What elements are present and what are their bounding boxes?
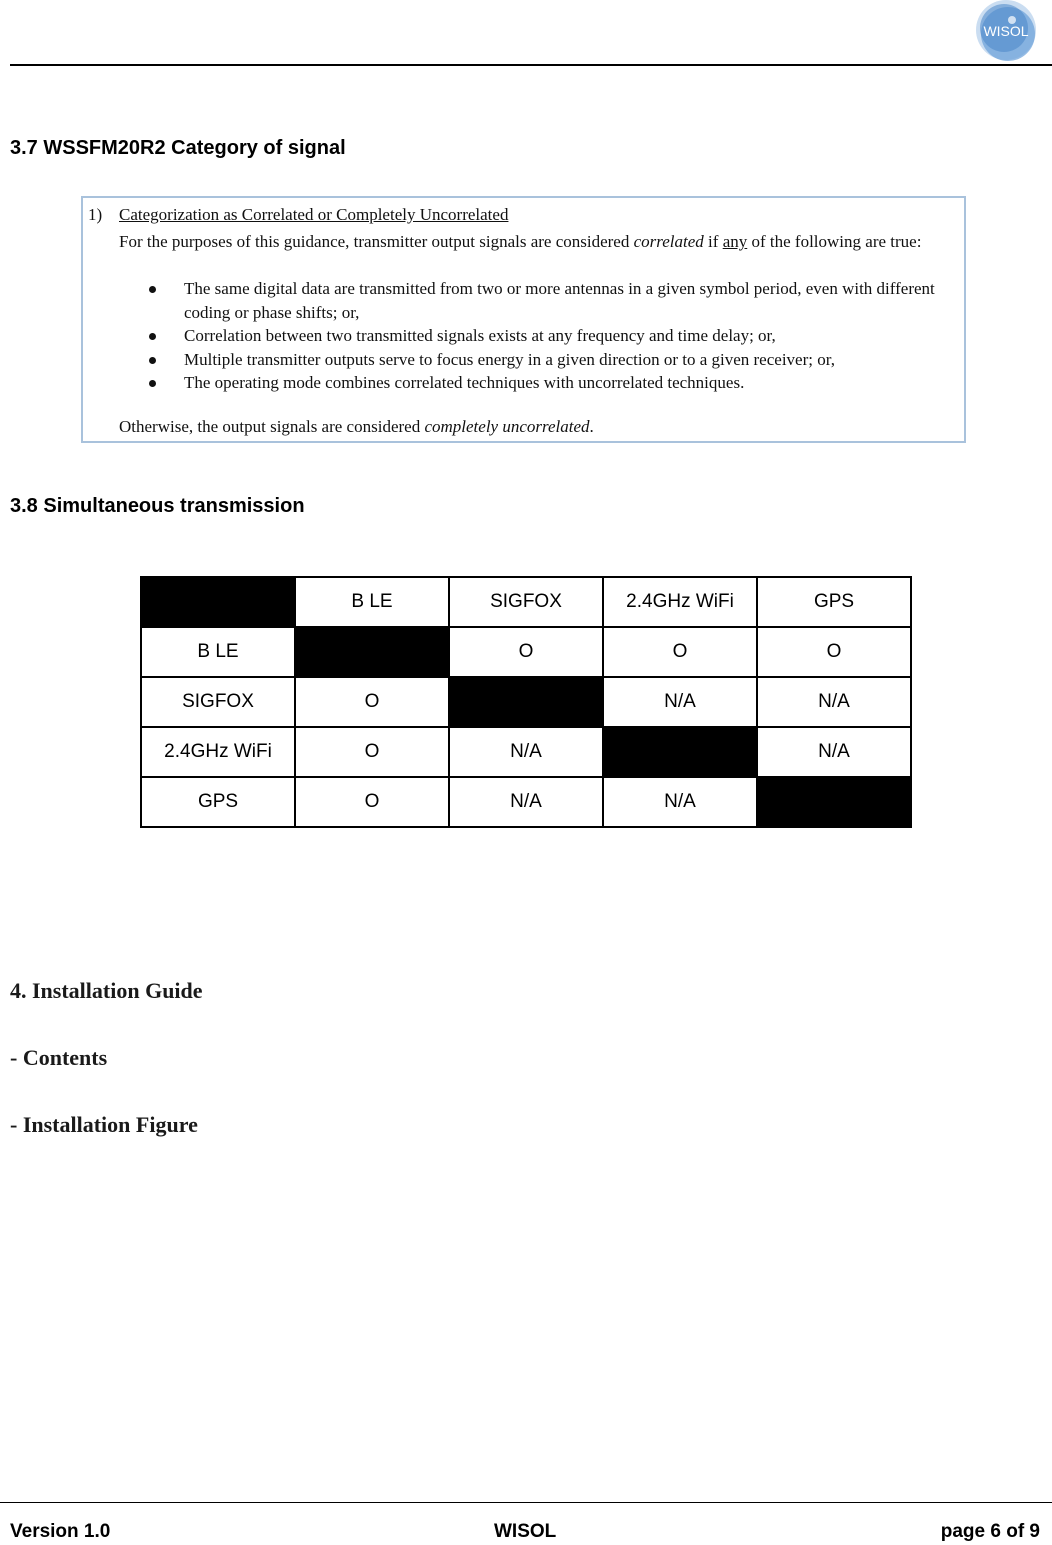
table-cell: 2.4GHz WiFi (141, 727, 295, 777)
bullet-icon (149, 380, 156, 387)
bullet-icon (149, 333, 156, 340)
guidance-bullet-list (119, 277, 961, 395)
table-header-cell: GPS (757, 577, 911, 627)
table-header-row (141, 577, 911, 627)
table-cell: N/A (757, 727, 911, 777)
table-row (141, 777, 911, 827)
table-cell: O (603, 627, 757, 677)
table-cell: GPS (141, 777, 295, 827)
guidance-excerpt (81, 196, 966, 443)
list-item: The operating mode combines correlated techniques with uncorrelated techniques. (119, 371, 961, 395)
table-cell: O (295, 777, 449, 827)
section-3-7-heading: 3.7 WSSFM20R2 Category of signal (10, 137, 346, 159)
bullet-icon (149, 286, 156, 293)
table-header-cell: 2.4GHz WiFi (603, 577, 757, 627)
table-cell: N/A (603, 777, 757, 827)
list-item: Correlation between two transmitted signals exists at any frequency and time delay; or, (119, 324, 961, 348)
table-cell: N/A (449, 777, 603, 827)
table-cell: O (295, 677, 449, 727)
footer-divider (0, 1502, 1052, 1503)
guidance-outro: Otherwise, the output signals are considered completely uncorrelated. (119, 417, 594, 436)
wisol-logo (966, 0, 1042, 64)
table-cell: O (757, 627, 911, 677)
logo-text: WISOL (983, 23, 1029, 39)
table-row (141, 677, 911, 727)
table-header-cell: SIGFOX (449, 577, 603, 627)
table-cell: N/A (449, 727, 603, 777)
table-cell: N/A (757, 677, 911, 727)
table-header-cell: B LE (295, 577, 449, 627)
table-row (141, 727, 911, 777)
header-divider (10, 64, 1052, 66)
section-3-8-heading: 3.8 Simultaneous transmission (10, 495, 305, 517)
guidance-number: 1) (88, 205, 103, 224)
table-cell (757, 777, 911, 827)
footer-page-number: page 6 of 9 (940, 1521, 1040, 1542)
table-cell: O (449, 627, 603, 677)
installation-figure-heading: - Installation Figure (10, 1112, 198, 1137)
table-cell: N/A (603, 677, 757, 727)
section-4-heading: 4. Installation Guide (10, 978, 203, 1003)
table-cell: B LE (141, 627, 295, 677)
table-cell (449, 677, 603, 727)
contents-heading: - Contents (10, 1045, 108, 1070)
table-row (141, 627, 911, 677)
table-cell: SIGFOX (141, 677, 295, 727)
table-cell (295, 627, 449, 677)
table-cell (141, 577, 295, 627)
footer-company: WISOL (494, 1521, 557, 1542)
table-cell: O (295, 727, 449, 777)
guidance-intro: For the purposes of this guidance, transmitter output signals are considered correlated if any of the following are true: (119, 232, 922, 251)
list-item: Multiple transmitter outputs serve to focus energy in a given direction or to a given receiver; or, (119, 348, 961, 372)
guidance-title: Categorization as Correlated or Completely Uncorrelated (119, 205, 509, 224)
footer-version: Version 1.0 (10, 1521, 111, 1542)
table-cell (603, 727, 757, 777)
simultaneous-transmission-table (140, 576, 912, 828)
bullet-icon (149, 357, 156, 364)
list-item: The same digital data are transmitted from two or more antennas in a given symbol period, even with different coding or phase shifts; or, (119, 277, 961, 324)
